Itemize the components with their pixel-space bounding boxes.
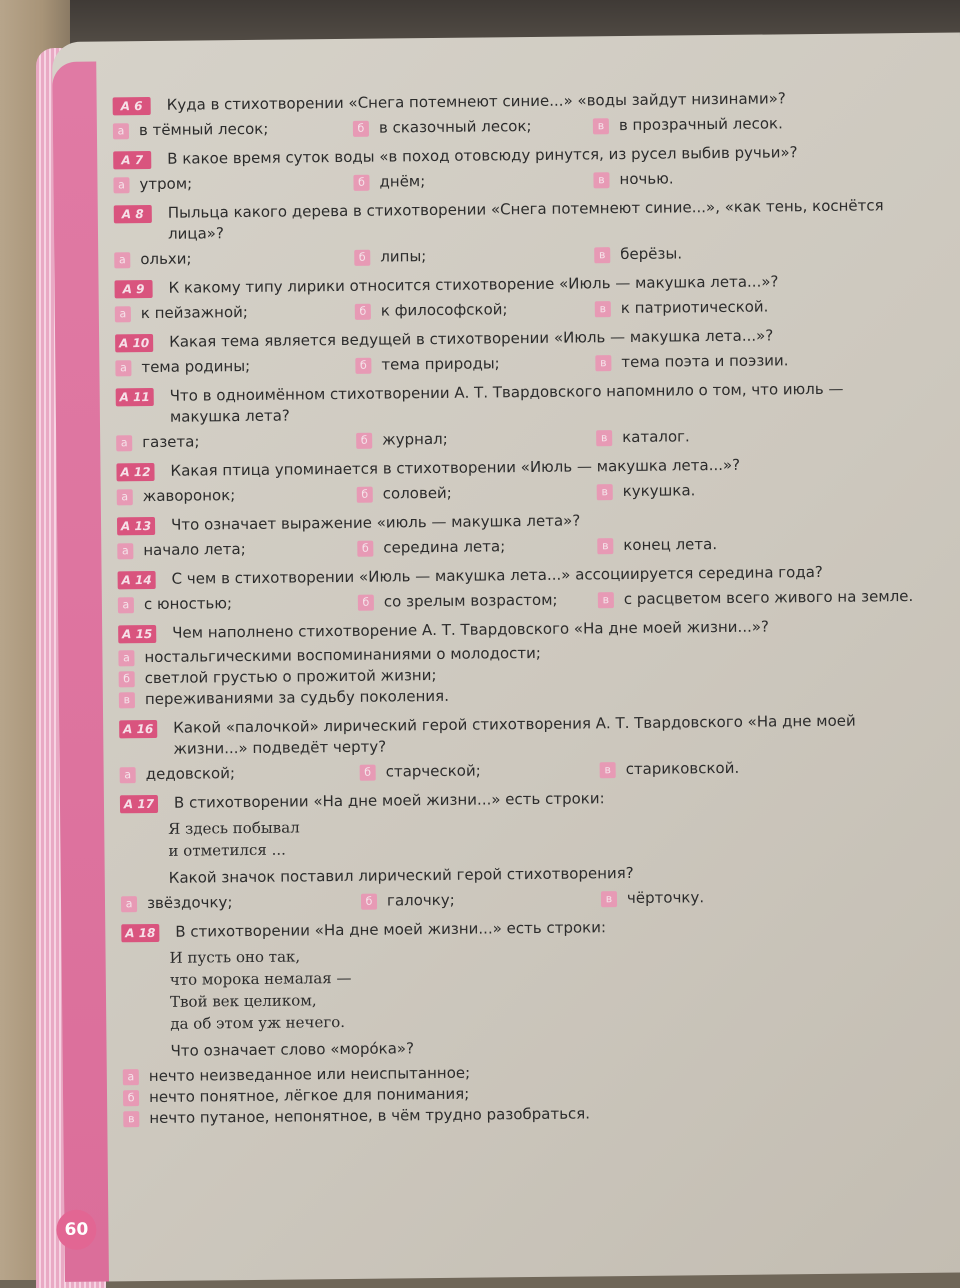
answer-option-c bbox=[595, 350, 835, 374]
option-text: начало лета; bbox=[143, 539, 246, 560]
answer-option-a bbox=[116, 430, 356, 454]
question-item bbox=[118, 561, 918, 615]
option-text: газета; bbox=[142, 432, 200, 452]
answer-option-b bbox=[355, 298, 595, 322]
option-letter: а bbox=[123, 1069, 139, 1085]
question-text: Какая тема является ведущей в стихотворении «Июль — макушка лета...»? bbox=[169, 326, 774, 351]
option-text: нечто путаное, непонятное, в чём трудно разобраться. bbox=[149, 1104, 591, 1128]
question-text: Чем наполнено стихотворение А. Т. Твардовского «На дне моей жизни...»? bbox=[172, 617, 770, 642]
option-letter: а bbox=[113, 177, 129, 193]
answer-option-b bbox=[357, 481, 597, 505]
option-text: тема природы; bbox=[381, 354, 500, 374]
question-text: С чем в стихотворении «Июль — макушка лета...» ассоциируется середина года? bbox=[171, 562, 823, 588]
option-text: каталог. bbox=[622, 427, 690, 447]
option-text: липы; bbox=[380, 247, 427, 266]
question-tag: А 10 bbox=[115, 334, 153, 352]
question-tag: А 15 bbox=[118, 625, 156, 643]
question-text: В стихотворении «На дне моей жизни...» есть строки: bbox=[173, 789, 605, 812]
question-tag: А 14 bbox=[118, 571, 156, 589]
option-letter: в bbox=[593, 118, 609, 134]
option-letter: в bbox=[594, 247, 610, 263]
option-text: ностальгическими воспоминаниями о молодости; bbox=[144, 643, 541, 667]
answer-option-c bbox=[598, 586, 918, 610]
answer-option-c bbox=[594, 242, 834, 266]
answer-option-c bbox=[600, 757, 840, 781]
option-letter: а bbox=[115, 360, 131, 376]
answer-option-b bbox=[354, 244, 594, 268]
option-letter: б bbox=[123, 1090, 139, 1106]
question-item bbox=[116, 378, 917, 453]
question-text: К какому типу лирики относится стихотворение «Июль — макушка лета...»? bbox=[168, 272, 779, 297]
answer-option-a bbox=[113, 118, 353, 142]
question-text: В стихотворении «На дне моей жизни...» есть строки: bbox=[175, 918, 607, 941]
option-letter: б bbox=[358, 594, 374, 610]
answer-option-c bbox=[597, 479, 837, 503]
answer-option-a bbox=[114, 247, 354, 271]
question-list bbox=[113, 87, 924, 1137]
option-letter: а bbox=[114, 252, 130, 268]
question-a15 bbox=[118, 615, 919, 710]
sub-question: Что означает слово «морóка»? bbox=[170, 1039, 415, 1060]
option-letter: б bbox=[354, 249, 370, 265]
option-text: жаворонок; bbox=[142, 486, 236, 506]
option-letter: б bbox=[119, 671, 135, 687]
answer-option-b bbox=[353, 169, 593, 193]
option-text: тема родины; bbox=[141, 356, 251, 377]
answer-option-b bbox=[355, 352, 595, 376]
answer-option-b bbox=[353, 115, 593, 139]
answer-option-a bbox=[120, 762, 360, 786]
answer-option-c bbox=[596, 425, 836, 449]
question-text: Какая птица упоминается в стихотворении «Июль — макушка лета...»? bbox=[170, 455, 741, 480]
question-text: Куда в стихотворении «Снега потемнеют синие...» «воды зайдут низинами»? bbox=[166, 89, 786, 114]
option-text: берёзы. bbox=[620, 244, 683, 264]
question-text: Пыльца какого дерева в стихотворении «Снега потемнеют синие...», «как тень, коснётся лица»? bbox=[167, 196, 884, 243]
option-letter: а bbox=[121, 896, 137, 912]
poem-line: Твой век целиком, bbox=[169, 991, 317, 1011]
option-text: нечто неизведанное или неиспытанное; bbox=[148, 1063, 471, 1086]
option-text: середина лета; bbox=[383, 537, 506, 557]
option-text: светлой грустью о прожитой жизни; bbox=[144, 666, 437, 688]
option-letter: а bbox=[115, 306, 131, 322]
option-text: переживаниями за судьбу поколения. bbox=[144, 686, 450, 709]
answer-option-c bbox=[593, 167, 833, 191]
option-text: ночью. bbox=[619, 169, 674, 189]
option-letter: б bbox=[357, 486, 373, 502]
poem-line: И пусть оно так, bbox=[169, 947, 301, 967]
answer-option-c bbox=[601, 886, 841, 910]
option-text: старческой; bbox=[385, 761, 481, 781]
option-letter: в bbox=[595, 355, 611, 371]
poem-quote bbox=[168, 810, 920, 862]
option-text: дедовской; bbox=[145, 764, 236, 784]
option-letter: а bbox=[120, 767, 136, 783]
option-text: днём; bbox=[379, 172, 426, 191]
option-text: соловей; bbox=[382, 483, 452, 503]
option-letter: а bbox=[117, 543, 133, 559]
option-letter: б bbox=[355, 357, 371, 373]
option-letter: б bbox=[357, 540, 373, 556]
answer-option-b bbox=[361, 888, 601, 912]
option-text: конец лета. bbox=[623, 535, 718, 555]
option-text: чёрточку. bbox=[626, 888, 705, 908]
question-a17 bbox=[120, 785, 921, 914]
answer-option-a bbox=[118, 592, 358, 616]
option-text: кукушка. bbox=[622, 481, 696, 501]
option-letter: в bbox=[595, 301, 611, 317]
option-text: тема поэта и поэзии. bbox=[621, 351, 789, 372]
sub-question: Какой значок поставил лирический герой стихотворения? bbox=[168, 863, 634, 887]
answer-option-a bbox=[117, 538, 357, 562]
question-a16 bbox=[119, 710, 920, 785]
question-tag: А 9 bbox=[114, 280, 152, 298]
question-a18 bbox=[121, 914, 923, 1129]
answer-option-b bbox=[358, 589, 598, 613]
option-letter: в bbox=[601, 891, 617, 907]
option-text: с расцветом всего живого на земле. bbox=[623, 587, 914, 609]
answer-option-a bbox=[115, 301, 355, 325]
option-letter: а bbox=[113, 123, 129, 139]
option-letter: б bbox=[353, 120, 369, 136]
question-tag: А 16 bbox=[119, 720, 157, 738]
option-text: нечто понятное, лёгкое для понимания; bbox=[148, 1084, 470, 1107]
answer-option-c bbox=[593, 113, 833, 137]
question-item bbox=[116, 453, 916, 507]
answer-option-c bbox=[597, 533, 837, 557]
option-text: к философской; bbox=[380, 300, 508, 320]
question-tag: А 18 bbox=[121, 924, 159, 942]
option-text: с юностью; bbox=[143, 594, 233, 614]
option-letter: а bbox=[118, 650, 134, 666]
option-letter: в bbox=[596, 430, 612, 446]
question-tag: А 17 bbox=[120, 795, 158, 813]
question-item bbox=[117, 507, 917, 561]
question-tag: А 12 bbox=[116, 463, 154, 481]
option-letter: а bbox=[117, 489, 133, 505]
textbook-page bbox=[52, 32, 960, 1281]
poem-line: что морока немалая — bbox=[169, 968, 352, 989]
page-number: 60 bbox=[56, 1210, 96, 1250]
question-text: Какой «палочкой» лирический герой стихотворения А. Т. Твардовского «На дне моей жизни...» подведёт черту? bbox=[173, 711, 856, 758]
answer-option-b bbox=[357, 535, 597, 559]
option-letter: в bbox=[597, 538, 613, 554]
option-text: к патриотической. bbox=[620, 297, 769, 318]
question-tag: А 6 bbox=[113, 97, 151, 115]
option-text: в тёмный лесок; bbox=[138, 119, 269, 140]
question-item bbox=[114, 195, 915, 270]
option-letter: б bbox=[356, 432, 372, 448]
question-text: Что в одноимённом стихотворении А. Т. Твардовского напомнило о том, что июль — макушка лета? bbox=[169, 379, 844, 426]
option-letter: в bbox=[600, 762, 616, 778]
answer-option-c bbox=[595, 296, 835, 320]
answer-option-a bbox=[113, 172, 353, 196]
option-text: со зрелым возрастом; bbox=[383, 590, 558, 611]
option-text: звёздочку; bbox=[146, 893, 233, 913]
option-letter: в bbox=[598, 592, 614, 608]
question-tag: А 8 bbox=[114, 205, 152, 223]
option-text: ольхи; bbox=[140, 249, 192, 269]
poem-quote bbox=[169, 939, 922, 1035]
option-text: стариковской. bbox=[625, 758, 740, 779]
question-tag: А 13 bbox=[117, 517, 155, 535]
option-letter: б bbox=[361, 893, 377, 909]
option-letter: в bbox=[597, 484, 613, 500]
option-letter: а bbox=[116, 435, 132, 451]
question-tag: А 11 bbox=[116, 388, 154, 406]
question-item bbox=[114, 270, 914, 324]
option-letter: в bbox=[123, 1111, 139, 1127]
question-text: Что означает выражение «июль — макушка лета»? bbox=[170, 511, 581, 534]
option-letter: б bbox=[360, 764, 376, 780]
poem-line: и отметился ... bbox=[168, 840, 286, 860]
question-item bbox=[113, 141, 913, 195]
simple-questions bbox=[113, 87, 918, 615]
question-item bbox=[115, 324, 915, 378]
answer-option-a bbox=[117, 484, 357, 508]
answer-option-b bbox=[360, 759, 600, 783]
answer-option-a bbox=[115, 355, 355, 379]
option-text: в сказочный лесок; bbox=[378, 116, 532, 137]
question-item bbox=[113, 87, 913, 141]
option-text: утром; bbox=[139, 174, 193, 194]
question-text: В какое время суток воды «в поход отовсюду ринутся, из русел выбив ручьи»? bbox=[167, 143, 798, 168]
poem-line: да об этом уж нечего. bbox=[170, 1012, 346, 1033]
option-text: галочку; bbox=[386, 890, 455, 910]
answer-option-b bbox=[356, 427, 596, 451]
option-letter: а bbox=[118, 597, 134, 613]
option-text: к пейзажной; bbox=[140, 302, 249, 323]
option-text: в прозрачный лесок. bbox=[618, 114, 783, 135]
option-text: журнал; bbox=[382, 429, 448, 449]
option-letter: б bbox=[355, 303, 371, 319]
option-letter: б bbox=[353, 174, 369, 190]
answer-option-a bbox=[121, 891, 361, 915]
option-letter: в bbox=[119, 692, 135, 708]
option-letter: в bbox=[593, 172, 609, 188]
question-tag: А 7 bbox=[113, 151, 151, 169]
poem-line: Я здесь побывал bbox=[168, 818, 300, 838]
